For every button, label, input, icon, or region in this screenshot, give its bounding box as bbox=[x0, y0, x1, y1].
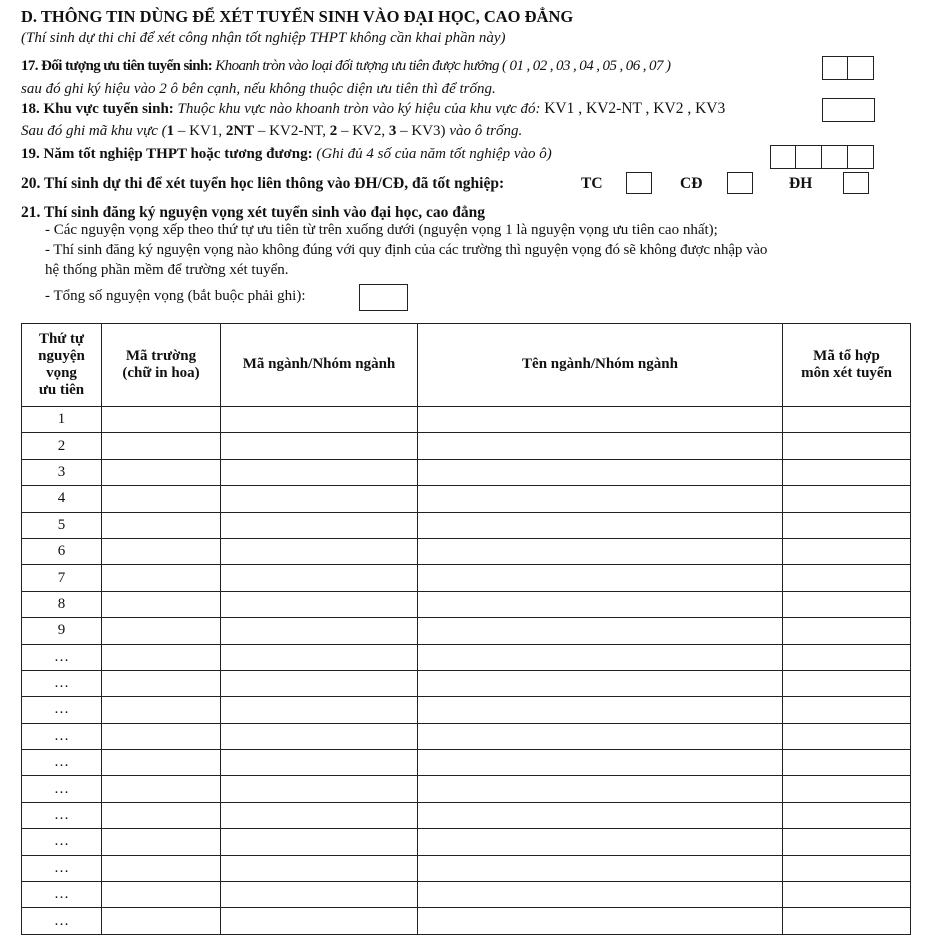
table-row bbox=[22, 433, 911, 459]
row-school-code-cell[interactable] bbox=[102, 459, 221, 485]
q18-area-box-group bbox=[822, 98, 875, 122]
row-major-code-cell[interactable] bbox=[221, 618, 418, 644]
q20-cd-checkbox[interactable] bbox=[727, 172, 753, 194]
row-combo-code-cell[interactable] bbox=[783, 776, 911, 802]
row-order: … bbox=[22, 723, 102, 749]
table-row bbox=[22, 486, 911, 512]
q17-label: 17. Đối tượng ưu tiên tuyển sinh: bbox=[21, 58, 213, 74]
q19-year-box-3[interactable] bbox=[822, 145, 848, 169]
table-row bbox=[22, 670, 911, 696]
q18-text1: Thuộc khu vực nào khoanh tròn vào ký hiệu của khu vực đó: bbox=[177, 101, 541, 117]
row-major-code-cell[interactable] bbox=[221, 750, 418, 776]
row-major-name-cell[interactable] bbox=[418, 433, 783, 459]
q17-text2: sau đó ghi ký hiệu vào 2 ô bên cạnh, nếu không thuộc diện ưu tiên thì để trống. bbox=[21, 81, 496, 97]
row-combo-code-cell[interactable] bbox=[783, 750, 911, 776]
row-order: … bbox=[22, 802, 102, 828]
row-major-code-cell[interactable] bbox=[221, 882, 418, 908]
row-school-code-cell[interactable] bbox=[102, 776, 221, 802]
row-school-code-cell[interactable] bbox=[102, 512, 221, 538]
row-order: 6 bbox=[22, 538, 102, 564]
row-major-name-cell[interactable] bbox=[418, 644, 783, 670]
wishes-table-body bbox=[22, 407, 911, 935]
table-row bbox=[22, 565, 911, 591]
row-major-name-cell[interactable] bbox=[418, 908, 783, 934]
row-major-code-cell[interactable] bbox=[221, 670, 418, 696]
row-major-name-cell[interactable] bbox=[418, 618, 783, 644]
row-order: 7 bbox=[22, 565, 102, 591]
row-combo-code-cell[interactable] bbox=[783, 723, 911, 749]
q18-area-box[interactable] bbox=[822, 98, 875, 122]
row-order: … bbox=[22, 670, 102, 696]
q20-dh-box-group bbox=[843, 172, 869, 194]
q19-label: 19. Năm tốt nghiệp THPT hoặc tương đương: bbox=[21, 146, 313, 162]
q21-bullet-2b: hệ thống phần mềm để trường xét tuyển. bbox=[45, 262, 289, 278]
row-major-name-cell[interactable] bbox=[418, 829, 783, 855]
row-combo-code-cell[interactable] bbox=[783, 538, 911, 564]
row-major-name-cell[interactable] bbox=[418, 776, 783, 802]
q17-box-2[interactable] bbox=[848, 56, 874, 80]
q21-bullet-1: - Các nguyện vọng xếp theo thứ tự ưu tiên từ trên xuống dưới (nguyện vọng 1 là nguyện vọng ưu tiên cao nhất); bbox=[45, 222, 718, 238]
row-school-code-cell[interactable] bbox=[102, 855, 221, 881]
row-school-code-cell[interactable] bbox=[102, 433, 221, 459]
row-combo-code-cell[interactable] bbox=[783, 908, 911, 934]
row-major-code-cell[interactable] bbox=[221, 644, 418, 670]
row-order: … bbox=[22, 908, 102, 934]
q17-line1 bbox=[21, 58, 670, 75]
row-school-code-cell[interactable] bbox=[102, 697, 221, 723]
row-major-code-cell[interactable] bbox=[221, 486, 418, 512]
q19-text: (Ghi đủ 4 số của năm tốt nghiệp vào ô) bbox=[316, 146, 552, 162]
q20-option-dh: ĐH bbox=[789, 175, 813, 192]
q19-year-box-2[interactable] bbox=[796, 145, 822, 169]
row-combo-code-cell[interactable] bbox=[783, 670, 911, 696]
row-order: … bbox=[22, 882, 102, 908]
row-order: … bbox=[22, 644, 102, 670]
table-row bbox=[22, 829, 911, 855]
row-major-code-cell[interactable] bbox=[221, 855, 418, 881]
row-major-code-cell[interactable] bbox=[221, 433, 418, 459]
row-school-code-cell[interactable] bbox=[102, 538, 221, 564]
table-row bbox=[22, 723, 911, 749]
row-school-code-cell[interactable] bbox=[102, 591, 221, 617]
row-order: 2 bbox=[22, 433, 102, 459]
row-combo-code-cell[interactable] bbox=[783, 486, 911, 512]
table-row bbox=[22, 538, 911, 564]
q21-bullet-2a: - Thí sinh đăng ký nguyện vọng nào không đúng với quy định của các trường thì nguyện vọng đó sẽ không được nhập vào bbox=[45, 242, 768, 258]
row-school-code-cell[interactable] bbox=[102, 829, 221, 855]
row-order: … bbox=[22, 697, 102, 723]
row-combo-code-cell[interactable] bbox=[783, 644, 911, 670]
row-combo-code-cell[interactable] bbox=[783, 565, 911, 591]
table-row bbox=[22, 776, 911, 802]
row-school-code-cell[interactable] bbox=[102, 802, 221, 828]
header-order: Thứ tự nguyện vọng ưu tiên bbox=[22, 324, 102, 407]
q19-line bbox=[21, 146, 552, 163]
table-row bbox=[22, 855, 911, 881]
header-combo-code: Mã tổ hợp môn xét tuyển bbox=[783, 324, 911, 407]
row-combo-code-cell[interactable] bbox=[783, 407, 911, 433]
table-row bbox=[22, 908, 911, 934]
row-major-name-cell[interactable] bbox=[418, 802, 783, 828]
row-major-name-cell[interactable] bbox=[418, 512, 783, 538]
row-major-name-cell[interactable] bbox=[418, 591, 783, 617]
q20-option-tc: TC bbox=[581, 175, 603, 192]
q17-box-1[interactable] bbox=[822, 56, 848, 80]
row-major-code-cell[interactable] bbox=[221, 908, 418, 934]
row-major-code-cell[interactable] bbox=[221, 802, 418, 828]
header-major-name: Tên ngành/Nhóm ngành bbox=[418, 324, 783, 407]
row-major-name-cell[interactable] bbox=[418, 855, 783, 881]
row-order: 8 bbox=[22, 591, 102, 617]
row-school-code-cell[interactable] bbox=[102, 644, 221, 670]
row-school-code-cell[interactable] bbox=[102, 908, 221, 934]
table-row bbox=[22, 802, 911, 828]
row-combo-code-cell[interactable] bbox=[783, 802, 911, 828]
row-major-name-cell[interactable] bbox=[418, 697, 783, 723]
row-school-code-cell[interactable] bbox=[102, 407, 221, 433]
row-school-code-cell[interactable] bbox=[102, 618, 221, 644]
row-major-code-cell[interactable] bbox=[221, 591, 418, 617]
table-row bbox=[22, 591, 911, 617]
table-header-row bbox=[22, 324, 911, 407]
table-row bbox=[22, 407, 911, 433]
q18-label: 18. Khu vực tuyển sinh: bbox=[21, 101, 174, 117]
row-combo-code-cell[interactable] bbox=[783, 855, 911, 881]
row-combo-code-cell[interactable] bbox=[783, 591, 911, 617]
q20-cd-box-group bbox=[727, 172, 753, 194]
header-school-code: Mã trường (chữ in hoa) bbox=[102, 324, 221, 407]
q21-total-box-group bbox=[359, 284, 408, 311]
row-combo-code-cell[interactable] bbox=[783, 697, 911, 723]
q17-priority-boxes bbox=[822, 56, 874, 80]
table-row bbox=[22, 697, 911, 723]
row-combo-code-cell[interactable] bbox=[783, 433, 911, 459]
row-order: 5 bbox=[22, 512, 102, 538]
q18-line1 bbox=[21, 100, 725, 118]
table-row bbox=[22, 459, 911, 485]
row-major-code-cell[interactable] bbox=[221, 776, 418, 802]
row-combo-code-cell[interactable] bbox=[783, 459, 911, 485]
row-school-code-cell[interactable] bbox=[102, 670, 221, 696]
q18-line2: Sau đó ghi mã khu vực (1 – KV1, 2NT – KV2-NT, 2 – KV2, 3 – KV3) vào ô trống. bbox=[21, 123, 523, 139]
q21-label: 21. Thí sinh đăng ký nguyện vọng xét tuyển sinh vào đại học, cao đẳng bbox=[21, 204, 485, 221]
q20-tc-box-group bbox=[626, 172, 652, 194]
row-order: … bbox=[22, 776, 102, 802]
table-row bbox=[22, 644, 911, 670]
row-major-name-cell[interactable] bbox=[418, 670, 783, 696]
q20-label: 20. Thí sinh dự thi để xét tuyển học liên thông vào ĐH/CĐ, đã tốt nghiệp: bbox=[21, 175, 505, 192]
row-major-name-cell[interactable] bbox=[418, 750, 783, 776]
q18-codes: KV1 , KV2-NT , KV2 , KV3 bbox=[544, 100, 726, 117]
row-combo-code-cell[interactable] bbox=[783, 512, 911, 538]
section-note: (Thí sinh dự thi chỉ để xét công nhận tốt nghiệp THPT không cần khai phần này) bbox=[21, 30, 506, 46]
row-order: 9 bbox=[22, 618, 102, 644]
row-order: … bbox=[22, 750, 102, 776]
row-major-name-cell[interactable] bbox=[418, 486, 783, 512]
table-row bbox=[22, 512, 911, 538]
row-combo-code-cell[interactable] bbox=[783, 882, 911, 908]
row-order: … bbox=[22, 829, 102, 855]
row-major-code-cell[interactable] bbox=[221, 723, 418, 749]
q19-year-boxes bbox=[770, 145, 874, 169]
row-school-code-cell[interactable] bbox=[102, 565, 221, 591]
row-combo-code-cell[interactable] bbox=[783, 829, 911, 855]
row-major-name-cell[interactable] bbox=[418, 538, 783, 564]
row-major-code-cell[interactable] bbox=[221, 459, 418, 485]
row-major-code-cell[interactable] bbox=[221, 512, 418, 538]
table-row bbox=[22, 618, 911, 644]
row-school-code-cell[interactable] bbox=[102, 723, 221, 749]
row-school-code-cell[interactable] bbox=[102, 750, 221, 776]
q21-total-wishes-box[interactable] bbox=[359, 284, 408, 311]
wishes-table bbox=[21, 323, 911, 935]
row-major-name-cell[interactable] bbox=[418, 882, 783, 908]
row-order: 1 bbox=[22, 407, 102, 433]
row-combo-code-cell[interactable] bbox=[783, 618, 911, 644]
q20-dh-checkbox[interactable] bbox=[843, 172, 869, 194]
row-order: … bbox=[22, 855, 102, 881]
header-major-code: Mã ngành/Nhóm ngành bbox=[221, 324, 418, 407]
q20-tc-checkbox[interactable] bbox=[626, 172, 652, 194]
row-school-code-cell[interactable] bbox=[102, 486, 221, 512]
table-row bbox=[22, 882, 911, 908]
row-order: 3 bbox=[22, 459, 102, 485]
row-order: 4 bbox=[22, 486, 102, 512]
row-major-code-cell[interactable] bbox=[221, 538, 418, 564]
row-major-code-cell[interactable] bbox=[221, 565, 418, 591]
row-major-code-cell[interactable] bbox=[221, 407, 418, 433]
section-title: D. THÔNG TIN DÙNG ĐỂ XÉT TUYỂN SINH VÀO ĐẠI HỌC, CAO ĐẲNG bbox=[21, 7, 574, 26]
row-major-name-cell[interactable] bbox=[418, 565, 783, 591]
row-major-code-cell[interactable] bbox=[221, 697, 418, 723]
q17-text1: Khoanh tròn vào loại đối tượng ưu tiên được hưởng ( 01 , 02 , 03 , 04 , 05 , 06 , 07 ) bbox=[215, 58, 671, 74]
q20-option-cd: CĐ bbox=[680, 175, 703, 192]
q21-bullet-3: - Tổng số nguyện vọng (bắt buộc phải ghi): bbox=[45, 288, 306, 304]
row-major-code-cell[interactable] bbox=[221, 829, 418, 855]
row-school-code-cell[interactable] bbox=[102, 882, 221, 908]
q19-year-box-1[interactable] bbox=[770, 145, 796, 169]
row-major-name-cell[interactable] bbox=[418, 723, 783, 749]
q19-year-box-4[interactable] bbox=[848, 145, 874, 169]
table-row bbox=[22, 750, 911, 776]
row-major-name-cell[interactable] bbox=[418, 459, 783, 485]
row-major-name-cell[interactable] bbox=[418, 407, 783, 433]
